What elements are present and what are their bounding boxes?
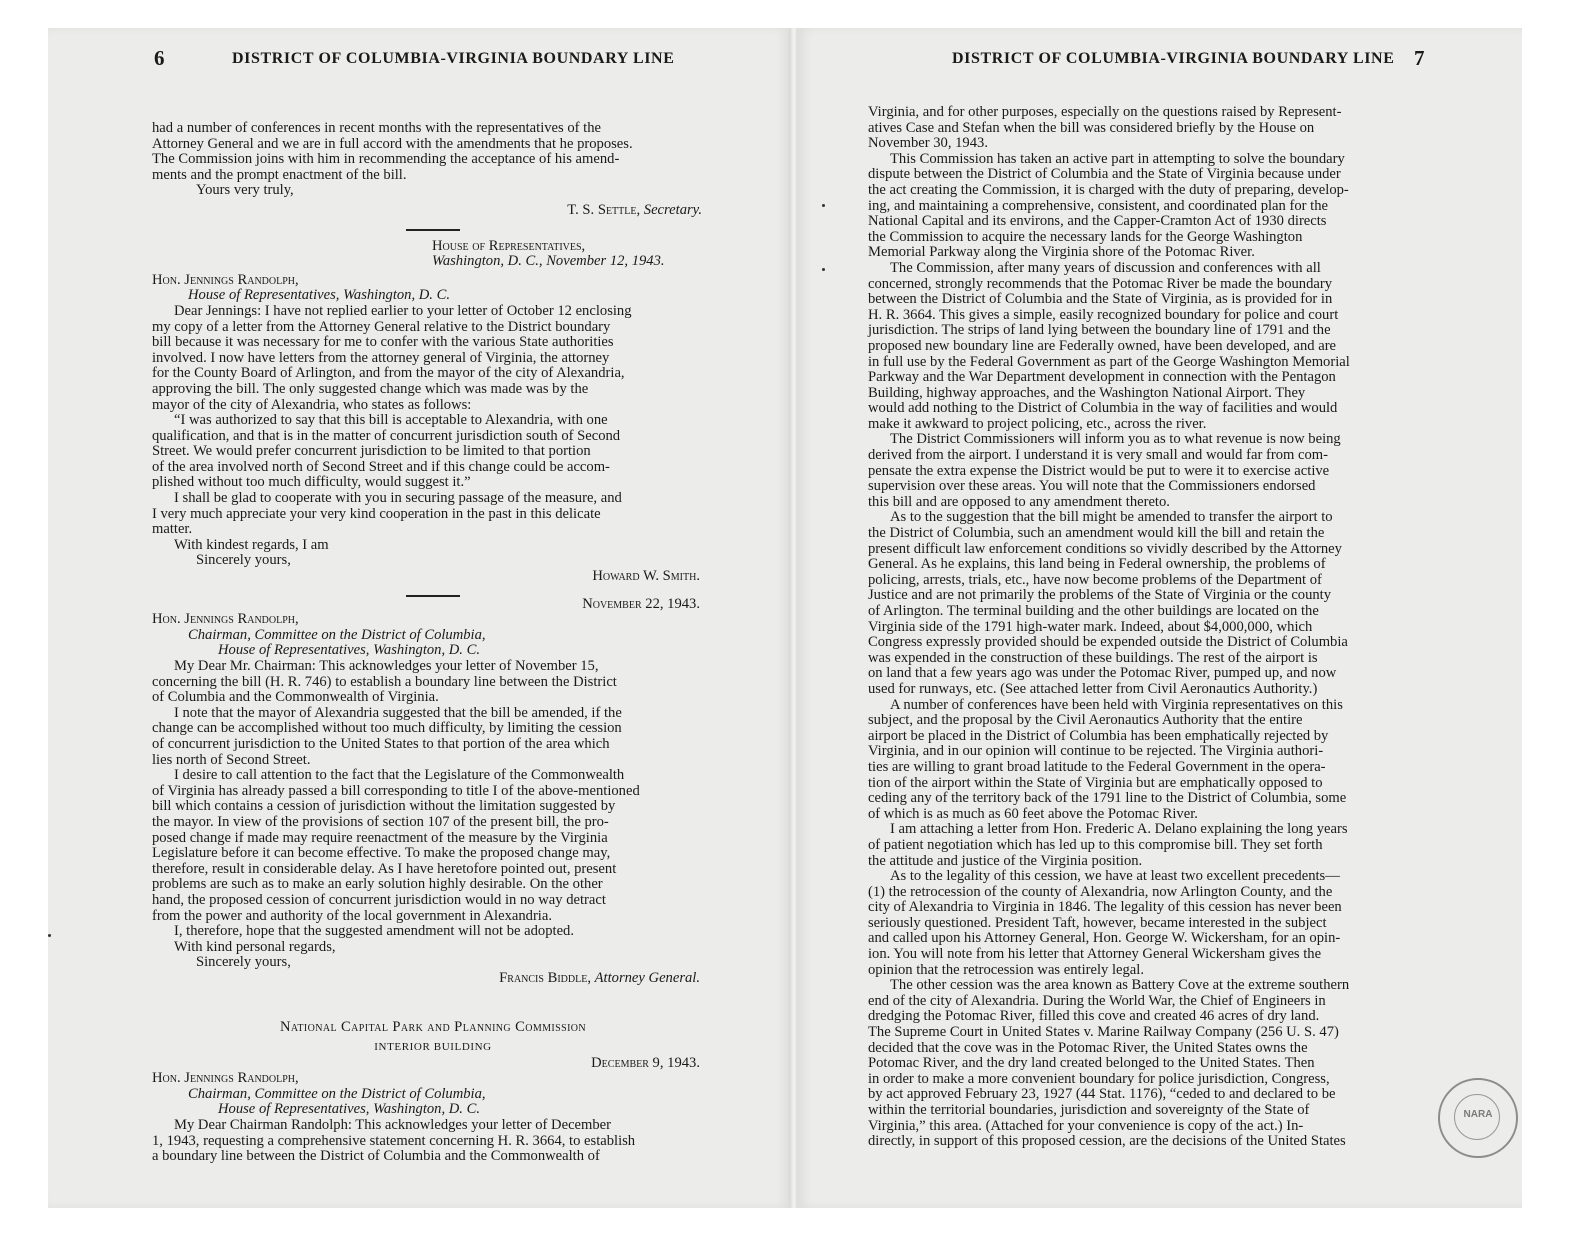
letter3-to-name: Hon. Jennings Randolph, — [152, 611, 299, 628]
text-line: The District Commissioners will inform you as to what revenue is now being — [890, 431, 1341, 448]
text-line: posed change if made may require reenactment of the measure by the Virginia — [152, 829, 608, 846]
text-line: derived from the airport. I understand it is very small and would far from com- — [868, 447, 1328, 464]
text-line: of Columbia and the Commonwealth of Virginia. — [152, 689, 439, 706]
letter2-closing-a: With kindest regards, I am — [174, 536, 329, 553]
text-line: problems are such as to make an early solution highly desirable. On the other — [152, 876, 603, 893]
text-line: ties are willing to grant broad latitude to the Federal Government in the opera- — [868, 758, 1326, 775]
letter3-to-address: House of Representatives, Washington, D. C. — [218, 642, 480, 659]
letter4-to-name: Hon. Jennings Randolph, — [152, 1070, 299, 1087]
text-line: Street. We would prefer concurrent jurisdiction to be limited to that portion — [152, 443, 591, 460]
text-line: the District of Columbia, such an amendment would kill the bill and retain the — [868, 525, 1325, 542]
text-line: Legislature before it can become effective. To make the proposed change may, — [152, 845, 611, 862]
text-line: Potomac River, and the dry land created belonged to the United States. Then — [868, 1055, 1315, 1072]
signature-biddle-title: Attorney General. — [594, 969, 700, 986]
stamp-text: NARA — [1463, 1109, 1493, 1120]
letter3-body — [152, 659, 714, 940]
letter2-closing-b: Sincerely yours, — [196, 552, 291, 569]
signature-biddle: Francis Biddle, Attorney General. — [499, 969, 700, 986]
letter2-from-place-date: Washington, D. C., November 12, 1943. — [432, 253, 665, 270]
right-column — [868, 105, 1438, 1150]
text-line: opinion that the retrocession was entirely legal. — [868, 961, 1144, 978]
text-line: Parkway and the War Department development in connection with the Pentagon — [868, 369, 1336, 386]
running-header-right: DISTRICT OF COLUMBIA-VIRGINIA BOUNDARY LINE — [952, 50, 1395, 67]
text-line: A number of conferences have been held with Virginia representatives on this — [890, 696, 1343, 713]
text-line: dredging the Potomac River, filled this cove and created 46 acres of dry land. — [868, 1008, 1320, 1025]
text-line: Memorial Parkway along the Virginia shore of the Potomac River. — [868, 244, 1255, 261]
text-line: plished without too much difficulty, would suggest it.” — [152, 474, 471, 491]
text-line: 1, 1943, requesting a comprehensive statement concerning H. R. 3664, to establish — [152, 1132, 636, 1149]
text-line: I note that the mayor of Alexandria suggested that the bill be amended, if the — [174, 704, 622, 721]
text-line: in order to make a more convenient boundary for police jurisdiction, Congress, — [868, 1070, 1330, 1087]
text-line: ing, and maintaining a comprehensive, consistent, and coordinated plan for the — [868, 197, 1328, 214]
text-line: ments and the prompt enactment of the bill. — [152, 166, 407, 183]
letter3-to-title: Chairman, Committee on the District of Columbia, — [188, 626, 486, 643]
signature-settle-title: Secretary. — [643, 201, 702, 218]
text-line: involved. I now have letters from the attorney general of Virginia, the attorney — [152, 349, 610, 366]
text-line: decided that the cove was in the Potomac River, the United States owns the — [868, 1039, 1308, 1056]
letter2-body — [152, 304, 714, 538]
text-line: end of the city of Alexandria. During the World War, the Chief of Engineers in — [868, 992, 1326, 1009]
text-line: mayor of the city of Alexandria, who states as follows: — [152, 396, 472, 413]
text-line: bill which contains a cession of jurisdiction without the limitation suggested by — [152, 798, 616, 815]
text-line: supervision over these areas. You will note that the Commissioners endorsed — [868, 478, 1316, 495]
text-line: therefore, result in considerable delay. As I have heretofore pointed out, present — [152, 860, 617, 877]
text-line: I am attaching a letter from Hon. Frederic A. Delano explaining the long years — [890, 821, 1348, 838]
text-line: the Commission to acquire the necessary lands for the George Washington — [868, 228, 1303, 245]
signature-biddle-name: Francis Biddle — [499, 969, 588, 986]
running-header-left: DISTRICT OF COLUMBIA-VIRGINIA BOUNDARY LINE — [232, 50, 675, 67]
text-line: Justice and are not primarily the problems of the State of Virginia or the county — [868, 587, 1332, 604]
signature-settle: T. S. Settle, Secretary. — [567, 201, 702, 218]
text-line: hand, the proposed cession of concurrent jurisdiction would in no way detract — [152, 891, 606, 908]
text-line: I very much appreciate your very kind cooperation in the past in this delicate — [152, 505, 601, 522]
text-line: would add nothing to the District of Columbia in the way of facilities and would — [868, 400, 1338, 417]
text-line: concerning the bill (H. R. 746) to establish a boundary line between the District — [152, 673, 617, 690]
text-line: within the territorial boundaries, jurisdiction and sovereignty of the State of — [868, 1102, 1310, 1118]
text-line: Congress expressly provided should be expended outside the District of Columbia — [868, 634, 1348, 651]
text-line: of Arlington. The terminal building and the other buildings are located on the — [868, 603, 1319, 619]
letter4-to-address: House of Representatives, Washington, D. C. — [218, 1101, 480, 1118]
text-line: of Virginia has already passed a bill corresponding to title I of the above-mentioned — [152, 782, 640, 799]
text-line: of the area involved north of Second Street and if this change could be accom- — [152, 458, 610, 475]
text-line: bill because it was necessary for me to confer with the various State authorities — [152, 334, 614, 351]
text-line: (1) the retrocession of the county of Alexandria, now Arlington County, and the — [868, 883, 1333, 900]
text-line: dispute between the District of Columbia and the State of Virginia because under — [868, 166, 1341, 183]
text-line: Virginia,” this area. (Attached for your convenience is copy of the act.) In- — [868, 1117, 1304, 1134]
text-line: General. As he explains, this land being in Federal ownership, the problems of — [868, 556, 1326, 573]
text-line: ion. You will note from his letter that Attorney General Wickersham gives the — [868, 946, 1322, 963]
text-line: seriously questioned. President Taft, however, became interested in the subject — [868, 914, 1327, 931]
letter3-date: November 22, 1943. — [582, 595, 700, 612]
paper-speck — [822, 268, 825, 271]
text-line: present difficult law enforcement conditions so vividly described by the Attorney — [868, 540, 1342, 557]
text-line: was expended in the construction of these buildings. The rest of the airport is — [868, 649, 1318, 666]
text-line: My Dear Chairman Randolph: This acknowledges your letter of December — [174, 1117, 612, 1134]
letter4-date: December 9, 1943. — [591, 1054, 700, 1071]
text-line: concerned, strongly recommends that the Potomac River be made the boundary — [868, 275, 1333, 292]
letter4-body — [152, 1118, 714, 1165]
text-line: Virginia side of the 1791 high-water mark. Indeed, about $4,000,000, which — [868, 618, 1313, 635]
section-rule — [406, 229, 460, 231]
closing-yours-truly: Yours very truly, — [196, 182, 294, 199]
text-line: “I was authorized to say that this bill is acceptable to Alexandria, with one — [174, 412, 608, 429]
text-line: This Commission has taken an active part in attempting to solve the boundary — [890, 150, 1345, 167]
text-line: change can be accomplished without too much difficulty, by limiting the cession — [152, 720, 622, 737]
text-line: The Commission, after many years of discussion and conferences with all — [890, 259, 1321, 276]
text-line: and called upon his Attorney General, Hon. George W. Wickersham, for an opin- — [868, 930, 1341, 947]
text-line: jurisdiction. The strips of land lying between the boundary line of 1791 and the — [868, 322, 1331, 339]
text-line: used for runways, etc. (See attached letter from Civil Aeronautics Authority.) — [868, 680, 1318, 697]
text-line: proposed new boundary line are Federally owned, have been developed, and are — [868, 337, 1337, 354]
text-line: Attorney General and we are in full accord with the amendments that he proposes. — [152, 135, 633, 152]
paper-speck — [48, 934, 51, 937]
text-line: the attitude and justice of the Virginia position. — [868, 852, 1143, 869]
letter3-closing-b: Sincerely yours, — [196, 954, 291, 971]
paper-speck — [822, 204, 825, 207]
text-line: November 30, 1943. — [868, 135, 988, 152]
letter4-to-title: Chairman, Committee on the District of Columbia, — [188, 1085, 486, 1102]
text-line: ceding any of the territory back of the 1791 line to the District of Columbia, some — [868, 790, 1347, 807]
text-line: atives Case and Stefan when the bill was considered briefly by the House on — [868, 119, 1315, 136]
letter2-to-address: House of Representatives, Washington, D. C. — [188, 287, 450, 304]
text-line: National Capital and its environs, and the Capper-Cramton Act of 1930 directs — [868, 213, 1327, 230]
page-number-left: 6 — [154, 46, 165, 70]
text-line: pensate the extra expense the District would be put to were it to exercise active — [868, 462, 1330, 479]
text-line: this bill and are opposed to any amendment thereto. — [868, 493, 1170, 510]
text-line: directly, in support of this proposed cession, are the decisions of the United States — [868, 1133, 1346, 1150]
letter2-signature: Howard W. Smith. — [592, 568, 700, 585]
text-line: The other cession was the area known as Battery Cove at the extreme southern — [890, 977, 1350, 994]
letter3-closing-a: With kind personal regards, — [174, 938, 336, 955]
text-line: qualification, and that is in the matter of concurrent jurisdiction south of Second — [152, 427, 621, 444]
text-line: As to the suggestion that the bill might be amended to transfer the airport to — [890, 509, 1333, 526]
letter4-org: National Capital Park and Planning Commission — [279, 1019, 587, 1036]
text-line: city of Alexandria to Virginia in 1846. The legality of this cession has never been — [868, 899, 1342, 916]
text-line: As to the legality of this cession, we have at least two excellent precedents— — [890, 868, 1340, 885]
text-line: matter. — [152, 521, 193, 538]
text-line: of concurrent jurisdiction to the United States to that portion of the area which — [152, 735, 610, 752]
text-line: had a number of conferences in recent months with the representatives of the — [152, 120, 601, 136]
text-line: in full use by the Federal Government as part of the George Washington Memorial — [868, 353, 1350, 370]
letter4-building: INTERIOR BUILDING — [374, 1041, 492, 1054]
text-line: the mayor. In view of the provisions of section 107 of the present bill, the pro- — [152, 813, 609, 830]
text-line: tion of the airport within the State of Virginia but are emphatically opposed to — [868, 774, 1323, 791]
intro-paragraph — [152, 121, 714, 183]
text-line: my copy of a letter from the Attorney General relative to the District boundary — [152, 318, 611, 335]
text-line: The Supreme Court in United States v. Marine Railway Company (256 U. S. 47) — [868, 1024, 1339, 1041]
text-line: between the District of Columbia and the State of Virginia, as is provided for in — [868, 291, 1333, 308]
letter2-from-org: House of Representatives, — [432, 237, 586, 254]
text-line: Building, highway approaches, and the Washington National Airport. They — [868, 384, 1306, 401]
text-line: My Dear Mr. Chairman: This acknowledges your letter of November 15, — [174, 658, 599, 674]
text-line: Virginia, and for other purposes, especially on the questions raised by Represent- — [868, 104, 1342, 120]
text-line: a boundary line between the District of Columbia and the Commonwealth of — [152, 1148, 600, 1165]
text-line: by act approved February 23, 1927 (44 Stat. 1176), “ceded to and declared to be — [868, 1086, 1336, 1103]
text-line: Virginia, and in our opinion will continue to be rejected. The Virginia authori- — [868, 743, 1324, 760]
text-line: for the County Board of Arlington, and from the mayor of the city of Alexandria, — [152, 365, 625, 382]
text-line: H. R. 3664. This gives a simple, easily recognized boundary for police and court — [868, 306, 1339, 323]
text-line: The Commission joins with him in recommending the acceptance of his amend- — [152, 151, 620, 168]
page-number-right: 7 — [1414, 46, 1425, 70]
text-line: Dear Jennings: I have not replied earlier to your letter of October 12 enclosing — [174, 302, 632, 319]
text-line: make it awkward to project policing, etc., across the river. — [868, 415, 1207, 432]
text-line: approving the bill. The only suggested change which was made was by the — [152, 380, 589, 397]
text-line: on land that a few years ago was under the Potomac River, pumped up, and now — [868, 665, 1337, 682]
text-line: policing, arrests, trials, etc., have now become problems of the Department of — [868, 571, 1322, 588]
text-line: airport be placed in the District of Columbia has been emphatically rejected by — [868, 727, 1329, 744]
text-line: subject, and the proposal by the Civil Aeronautics Authority that the entire — [868, 712, 1303, 729]
left-column — [152, 121, 714, 1165]
text-line: I desire to call attention to the fact that the Legislature of the Commonwealth — [174, 767, 625, 784]
text-line: of which is as much as 60 feet above the Potomac River. — [868, 805, 1198, 822]
letter2-to-name: Hon. Jennings Randolph, — [152, 271, 299, 288]
text-line: of patient negotiation which has led up to this compromise bill. They set forth — [868, 836, 1323, 853]
text-line: lies north of Second Street. — [152, 751, 311, 768]
text-line: I, therefore, hope that the suggested amendment will not be adopted. — [174, 923, 574, 940]
signature-settle-name: T. S. Settle — [567, 201, 637, 218]
library-stamp-icon — [1438, 1078, 1518, 1158]
text-line: the act creating the Commission, it is charged with the duty of preparing, develop- — [868, 181, 1349, 198]
text-line: from the power and authority of the local government in Alexandria. — [152, 907, 552, 924]
text-line: I shall be glad to cooperate with you in securing passage of the measure, and — [174, 490, 622, 507]
